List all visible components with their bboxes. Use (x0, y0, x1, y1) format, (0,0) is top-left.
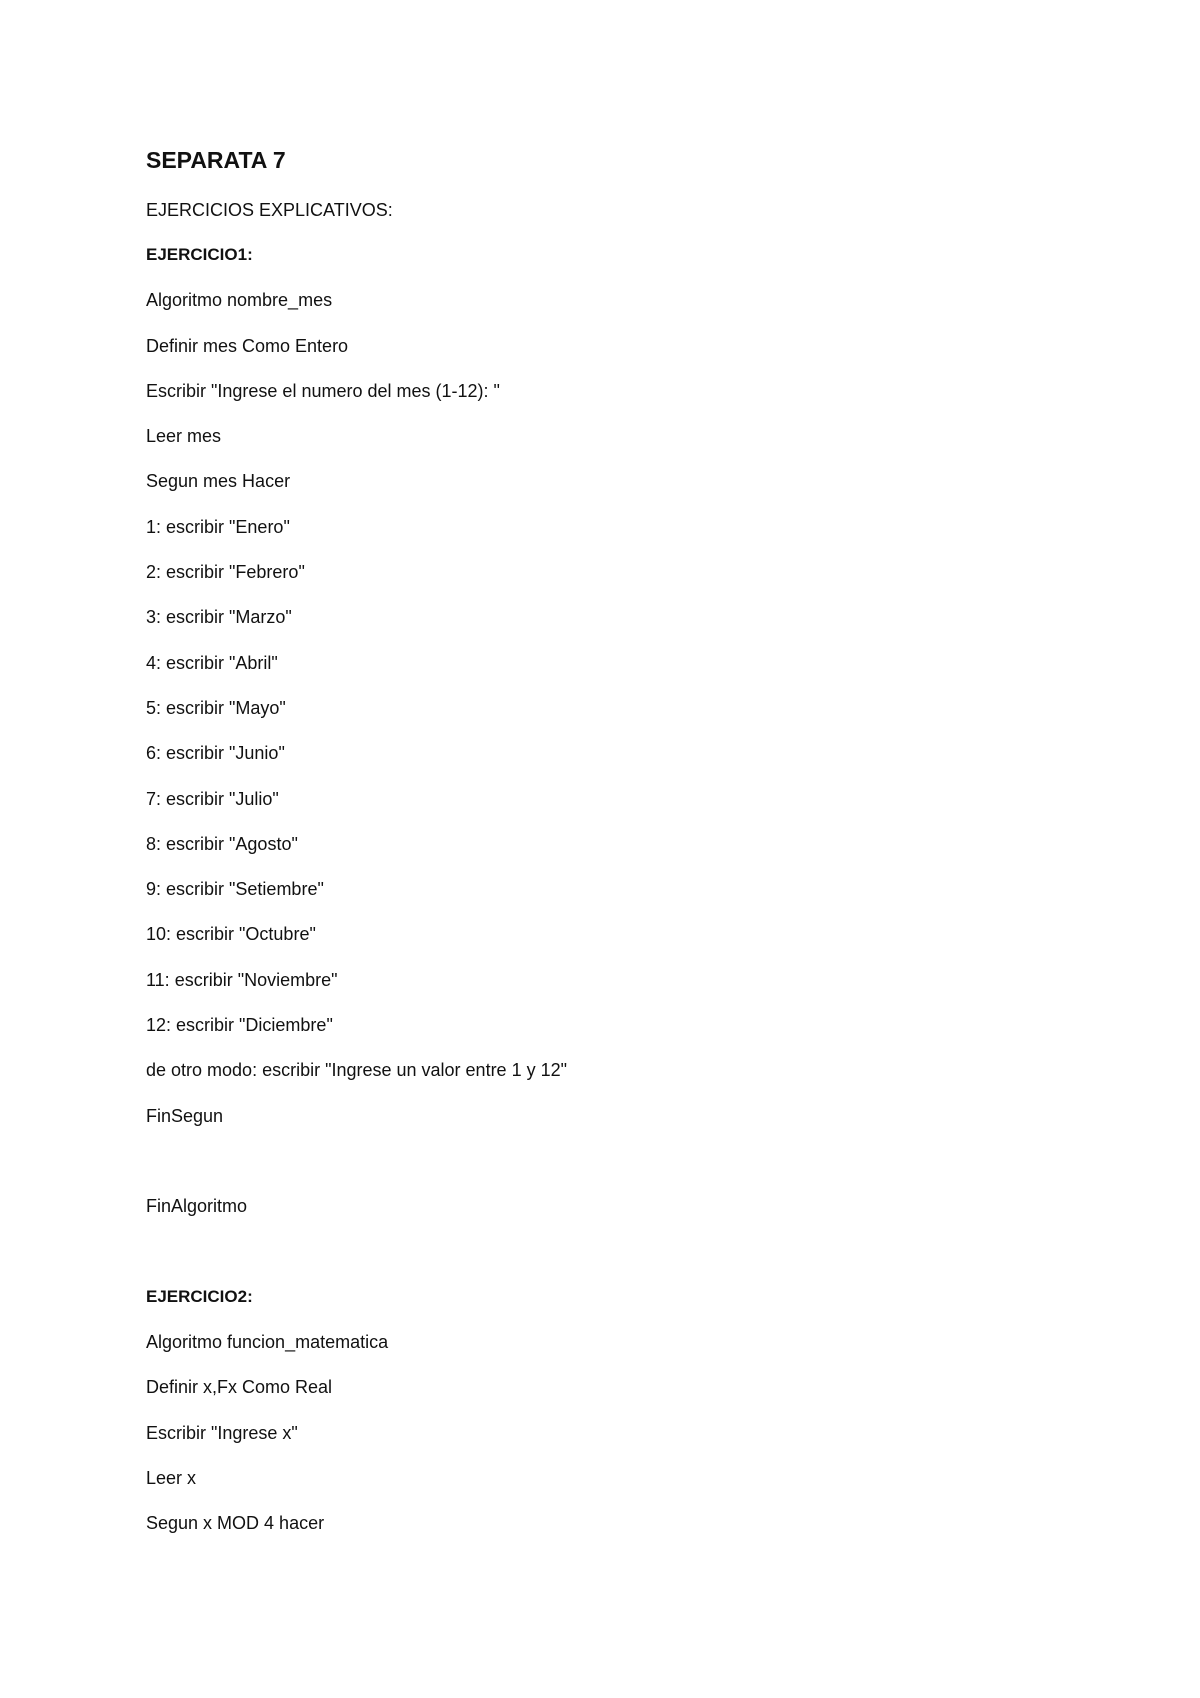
exercise-2-heading: EJERCICIO2: (146, 1286, 253, 1306)
code-line: FinSegun (146, 1105, 224, 1126)
code-line: 5: escribir "Mayo" (146, 697, 286, 718)
code-line: Algoritmo funcion_matematica (146, 1332, 389, 1353)
code-line: Segun mes Hacer (146, 471, 291, 492)
code-line: 6: escribir "Junio" (146, 743, 285, 764)
code-line: 9: escribir "Setiembre" (146, 879, 324, 900)
code-line: Escribir "Ingrese x" (146, 1422, 298, 1443)
code-line: 12: escribir "Diciembre" (146, 1015, 333, 1036)
blank-line (146, 1150, 1106, 1195)
code-line: 4: escribir "Abril" (146, 652, 278, 673)
code-line: de otro modo: escribir "Ingrese un valor entre 1 y 12" (146, 1060, 567, 1081)
code-line: 7: escribir "Julio" (146, 788, 279, 809)
code-line: Definir x,Fx Como Real (146, 1377, 333, 1398)
code-line: 11: escribir "Noviembre" (146, 969, 338, 990)
code-line: Leer x (146, 1468, 197, 1489)
code-line: 1: escribir "Enero" (146, 516, 290, 537)
section-heading: EJERCICIOS EXPLICATIVOS: (146, 200, 393, 220)
code-line: Leer mes (146, 426, 222, 447)
code-line: Algoritmo nombre_mes (146, 290, 333, 311)
code-line: Definir mes Como Entero (146, 335, 349, 356)
document-page (146, 148, 1106, 1558)
code-line: 10: escribir "Octubre" (146, 924, 316, 945)
exercise-1-heading: EJERCICIO1: (146, 245, 253, 264)
code-line: Segun x MOD 4 hacer (146, 1513, 325, 1534)
document-title: SEPARATA 7 (146, 147, 286, 173)
code-line: 8: escribir "Agosto" (146, 833, 298, 854)
code-line: 2: escribir "Febrero" (146, 562, 305, 583)
code-line: 3: escribir "Marzo" (146, 607, 292, 628)
code-line-end: FinAlgoritmo (146, 1196, 248, 1217)
code-line: Escribir "Ingrese el numero del mes (1-12): " (146, 380, 500, 401)
blank-line (146, 1241, 1106, 1286)
